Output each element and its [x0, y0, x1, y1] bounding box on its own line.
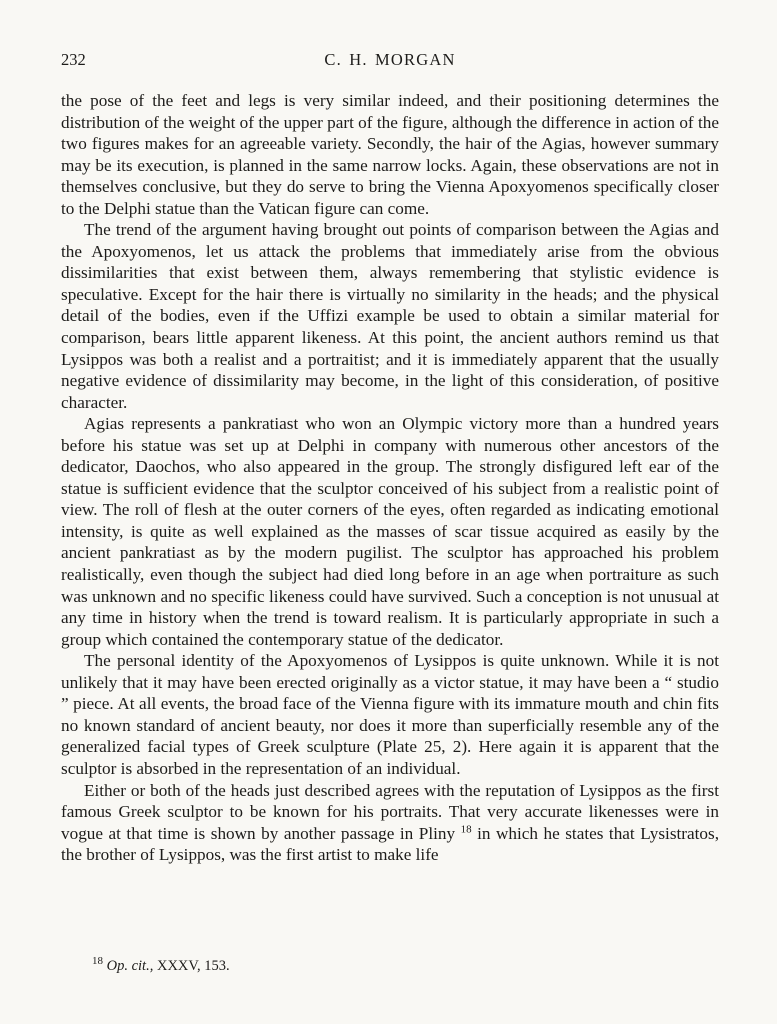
- body-text: [61, 90, 719, 866]
- footnote-reference: 18: [460, 822, 472, 835]
- footnote-reference: 18: [92, 955, 103, 968]
- page-header: [61, 50, 719, 72]
- paragraph: Agias represents a pankratiast who won an Olympic victory more than a hundred years before his statue was set up at Delphi in company with numerous other ancestors of the dedicator, Daochos, who also appeared in the group. The strongly disfigured left ear of the statue is sufficient evidence that the sculptor conceived of his subject from a realistic point of view. The roll of flesh at the outer corners of the eyes, often regarded as indicating emotional intensity, is quite as well explained as the masses of scar tissue acquired as easily by the ancient pankratiast as by the modern pugilist. The sculptor has approached his problem realistically, even though the subject had died long before in an age when portraiture as such was unknown and no specific likeness could have survived. Such a conception is not unusual at any time in history when the trend is toward realism. It is particularly appropriate in such a group which contained the contemporary statue of the dedicator.: [61, 414, 719, 649]
- footnote: $^{18}$ Op. cit., XXXV, 153.: [92, 955, 230, 974]
- page-number: 232: [61, 50, 86, 69]
- paragraph: The trend of the argument having brought out points of comparison between the Agias and the Apoxyomenos, let us attack the problems that immediately arise from the obvious dissimilarities that exist between them, always remembering that stylistic evidence is speculative. Except for the hair there is virtually no similarity in the heads; and the physical detail of the bodies, even if the Uffizi example be used to obtain a similar material for comparison, bears little apparent likeness. At this point, the ancient authors remind us that Lysippos was both a realist and a portraitist; and it is immediately apparent that the usually negative evidence of dissimilarity may become, in the light of this consideration, of positive character.: [61, 220, 719, 412]
- paragraph: the pose of the feet and legs is very similar indeed, and their positioning determines the distribution of the weight of the upper part of the figure, although the difference in action of the two figures makes for an agreeable variety. Secondly, the hair of the Agias, however summary may be its execution, is planned in the same narrow locks. Again, these observations are not in themselves conclusive, but they do serve to bring the Vienna Apoxyomenos specifically closer to the Delphi statue than the Vatican figure can come.: [61, 91, 719, 218]
- italic-text: Op. cit.,: [103, 958, 154, 974]
- running-title: C. H. MORGAN: [324, 50, 456, 69]
- paragraph: Either or both of the heads just described agrees with the reputation of Lysippos as the first famous Greek sculptor to be known for his portraits. That very accurate likenesses were in vogue at that time is shown by another passage in Pliny $^{18}$ in which he states that Lysistratos, the brother of Lysippos, was the first artist to make life: [61, 780, 719, 865]
- paragraph: The personal identity of the Apoxyomenos of Lysippos is quite unknown. While it is not unlikely that it may have been erected originally as a victor statue, it may have been a “ studio ” piece. At all events, the broad face of the Vienna figure with its immature mouth and chin fits no known standard of ancient beauty, nor does it more than superficially resemble any of the generalized facial types of Greek sculpture (Plate 25, 2). Here again it is apparent that the sculptor is absorbed in the representation of an individual.: [61, 651, 719, 778]
